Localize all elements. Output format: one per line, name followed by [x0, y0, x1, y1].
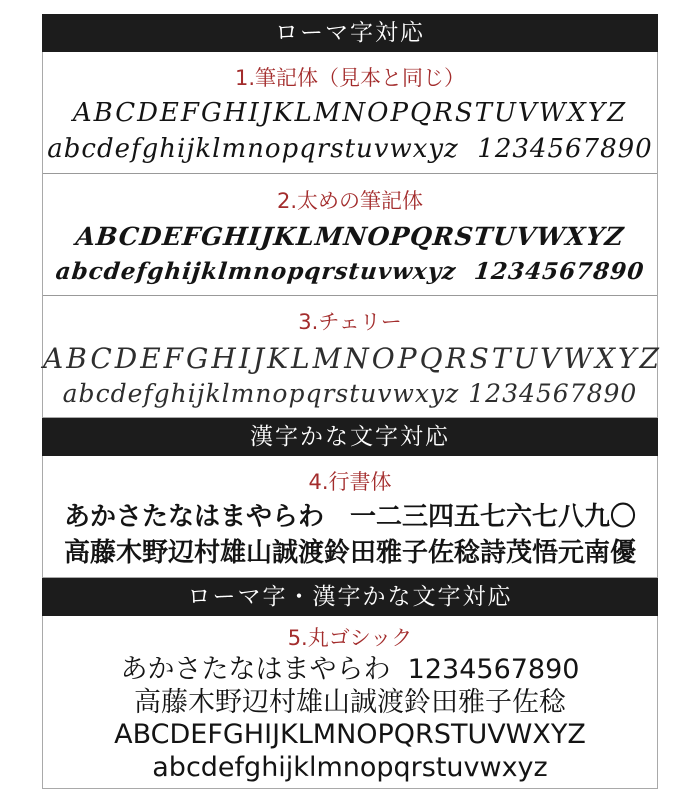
section-header-kanji-kana: 漢字かな文字対応 — [42, 418, 658, 456]
font-panel-cherry — [43, 296, 662, 417]
kanji-kana-fonts-box — [42, 456, 658, 578]
font-title-cherry: 3.チェリー — [298, 309, 402, 334]
font-sample-gothic-uppercase: ABCDEFGHIJKLMNOPQRSTUVWXYZ — [114, 719, 586, 751]
font-title-bold-cursive: 2.太めの筆記体 — [276, 189, 424, 214]
font-sample-bold-cursive-lowercase-numbers: abcdefghijklmnopqrstuvwxyz 1234567890 — [54, 257, 646, 285]
font-sample-cursive-lowercase-numbers: abcdefghijklmnopqrstuvwxyz 1234567890 — [47, 133, 653, 164]
font-panel-bold-cursive — [43, 174, 657, 295]
font-panel-gyosho — [43, 456, 657, 577]
font-sample-gothic-kana-numbers: あかさたなはまやらわ 1234567890 — [120, 654, 580, 686]
font-title-cursive: 1.筆記体（見本と同じ） — [234, 66, 466, 91]
font-sample-gothic-kanji: 高藤木野辺村雄山誠渡鈴田雅子佐稔 — [134, 686, 566, 718]
romaji-fonts-box — [42, 52, 662, 418]
font-sample-gyosho-kana-numerals: あかさたなはまやらわ 一二三四五七六七八九〇 — [63, 502, 636, 533]
font-sample-cherry-uppercase: ABCDEFGHIJKLMNOPQRSTUVWXYZ — [43, 341, 662, 375]
font-sample-cherry-lowercase-numbers: abcdefghijklmnopqrstuvwxyz 1234567890 — [62, 378, 638, 408]
romaji-kanji-kana-fonts-box — [42, 616, 658, 789]
font-panel-maru-gothic — [43, 616, 657, 788]
font-sample-gyosho-kanji: 高藤木野辺村雄山誠渡鈴田雅子佐稔詩茂悟元南優 — [63, 537, 636, 568]
section-header-romaji: ローマ字対応 — [42, 14, 658, 52]
font-specimen-sheet — [42, 14, 662, 789]
font-title-gyosho: 4.行書体 — [308, 470, 392, 495]
font-panel-cursive — [43, 52, 657, 173]
font-sample-bold-cursive-uppercase: ABCDEFGHIJKLMNOPQRSTUVWXYZ — [74, 222, 626, 252]
font-title-maru-gothic: 5.丸ゴシック — [287, 626, 413, 651]
font-sample-cursive-uppercase: ABCDEFGHIJKLMNOPQRSTUVWXYZ — [72, 98, 628, 129]
section-header-romaji-kanji-kana: ローマ字・漢字かな文字対応 — [42, 578, 658, 616]
font-sample-gothic-lowercase: abcdefghijklmnopqrstuvwxyz — [152, 751, 548, 783]
